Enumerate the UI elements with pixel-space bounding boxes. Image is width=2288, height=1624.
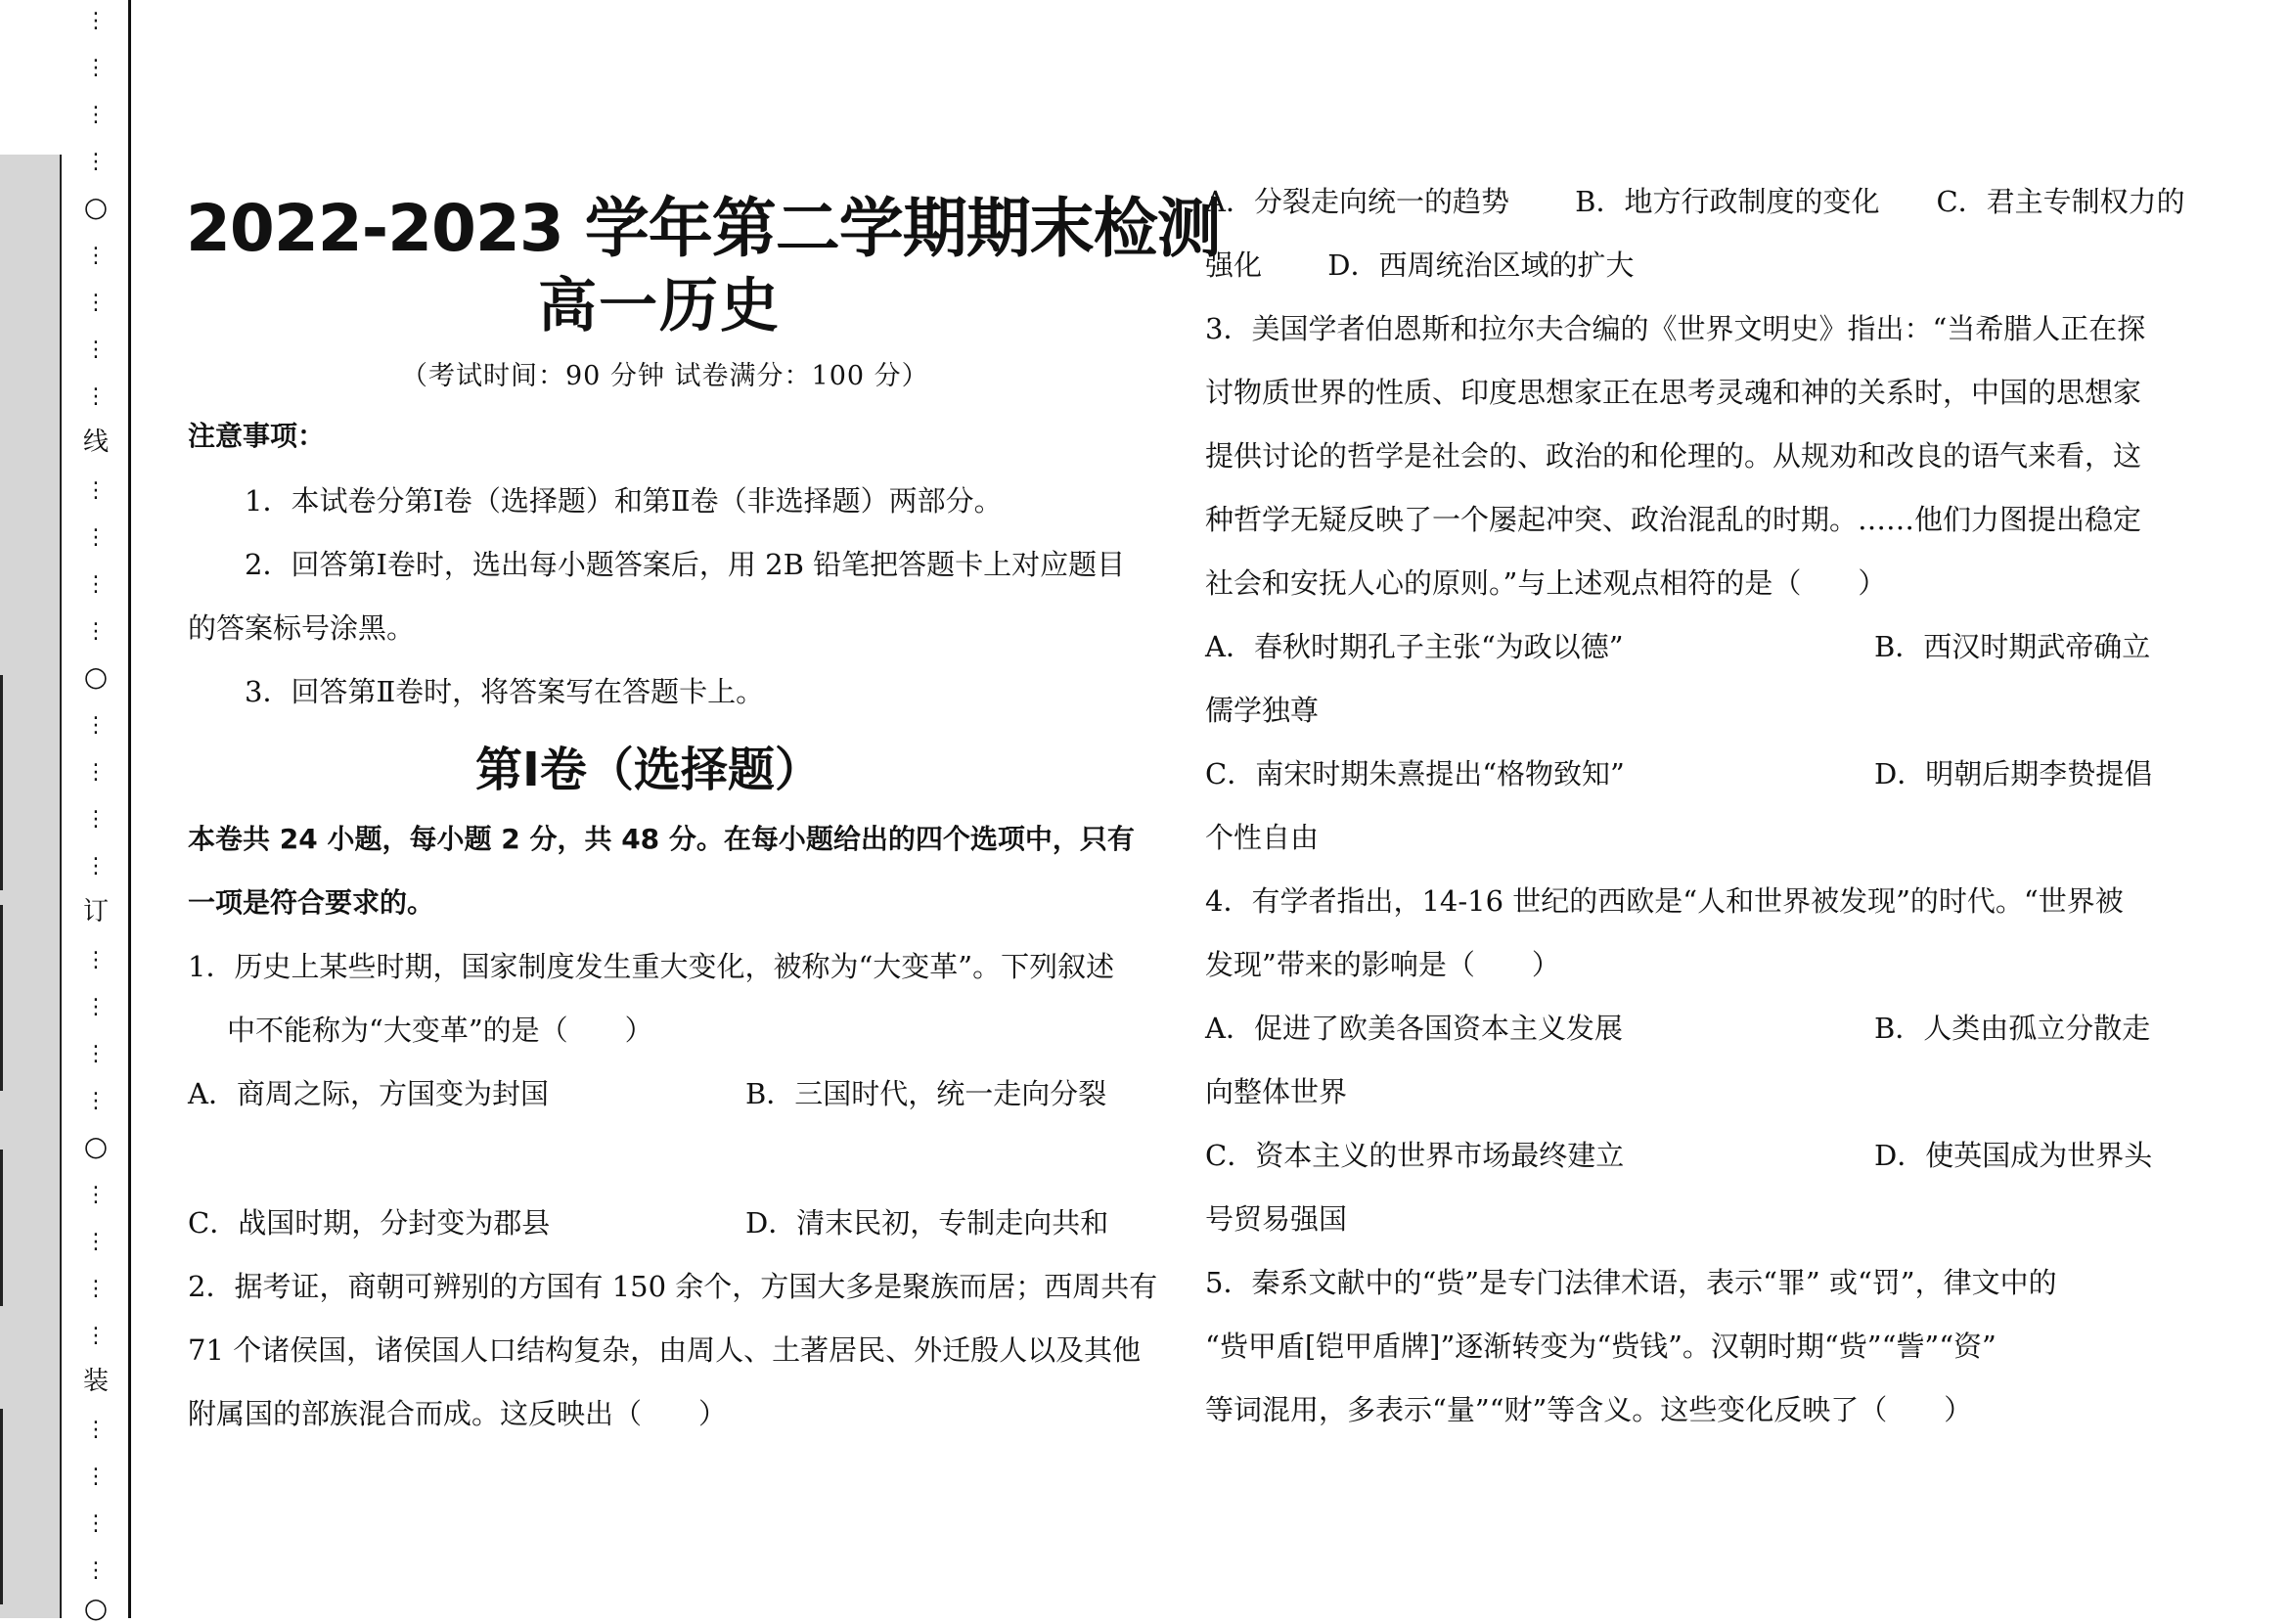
q1-stem: 1．历史上某些时期，国家制度发生重大变化，被称为“大变革”。下列叙述 [188,950,1115,983]
binding-dots: ⋮ [85,1558,107,1583]
binding-dots: ⋮ [85,1511,107,1536]
notice-item-2: 2．回答第Ⅰ卷时，选出每小题答案后，用 2B 铅笔把答题卡上对应题目 [245,548,1126,581]
q3-option-a: A．春秋时期孔子主张“为政以德” [1205,630,1624,663]
binding-dots: ⋮ [85,244,107,268]
binding-dots: ⋮ [85,995,107,1019]
binding-strip [0,155,61,1618]
fill-blank-line [0,1150,3,1306]
q1-option-b: B．三国时代，统一走向分裂 [745,1077,1107,1110]
q4-option-d-cont: 号贸易强国 [1205,1202,1348,1236]
binding-dots: ⋮ [85,854,107,879]
binding-dots: ⋮ [85,619,107,644]
q4-stem-cont: 发现”带来的影响是（ ） [1205,948,1560,981]
binding-dots: ⋮ [85,1230,107,1254]
binding-circle-icon: ○ [83,1592,109,1624]
q3-option-c: C．南宋时期朱熹提出“格物致知” [1205,757,1625,790]
binding-circle-icon: ○ [83,1130,109,1162]
binding-dots: ⋮ [85,1324,107,1348]
fill-blank-line [0,675,3,890]
notice-item-1: 1．本试卷分第Ⅰ卷（选择题）和第Ⅱ卷（非选择题）两部分。 [245,484,1003,518]
q2-options: A．分裂走向统一的趋势 B．地方行政制度的变化 C．君主专制权力的 [1205,185,2185,218]
binding-dots: ⋮ [85,1089,107,1113]
binding-dots: ⋮ [85,291,107,315]
section-title: 第Ⅰ卷（选择题） [475,743,822,797]
binding-dots: ⋮ [85,56,107,80]
binding-dots: ⋮ [85,1042,107,1066]
q3-stem-cont: 讨物质世界的性质、印度思想家正在思考灵魂和神的关系时，中国的思想家 [1205,376,2142,409]
page-title: 2022-2023 学年第二学期期末检测 [186,191,1221,266]
q5-stem-cont: “赀甲盾[铠甲盾牌]”逐渐转变为“赀钱”。汉朝时期“赀”“訾”“资” [1205,1330,1996,1363]
notice-heading: 注意事项： [188,420,326,452]
fill-blank-line [0,905,3,1091]
q3-stem-cont: 提供讨论的哲学是社会的、政治的和伦理的。从规劝和改良的语气来看，这 [1205,439,2142,473]
binding-line [128,0,131,1618]
q3-option-d: D．明朝后期李贽提倡 [1874,757,2153,790]
binding-mark-order: 订 [82,897,109,926]
q2-stem-cont: 附属国的部族混合而成。这反映出（ ） [188,1397,728,1430]
binding-dots: ⋮ [85,384,107,409]
section-instructions: 本卷共 24 小题，每小题 2 分，共 48 分。在每小题给出的四个选项中，只有 [188,823,1135,855]
notice-item-2-cont: 的答案标号涂黑。 [188,611,416,645]
notice-item-3: 3．回答第Ⅱ卷时，将答案写在答题卡上。 [245,675,765,708]
q3-option-d-cont: 个性自由 [1205,821,1320,854]
binding-dots: ⋮ [85,760,107,785]
q4-stem: 4．有学者指出，14-16 世纪的西欧是“人和世界被发现”的时代。“世界被 [1205,884,2124,918]
exam-info: （考试时间：90 分钟 试卷满分：100 分） [401,361,929,391]
binding-dots: ⋮ [85,525,107,550]
fill-blank-line [0,1409,3,1604]
q4-option-c: C．资本主义的世界市场最终建立 [1205,1139,1625,1172]
q3-stem-cont: 种哲学无疑反映了一个屡起冲突、政治混乱的时期。……他们力图提出稳定 [1205,503,2142,536]
binding-dots: ⋮ [85,1183,107,1207]
binding-dots: ⋮ [85,948,107,972]
q1-option-c: C．战国时期，分封变为郡县 [188,1206,551,1240]
q5-stem-cont: 等词混用，多表示“量”“财”等含义。这些变化反映了（ ） [1205,1393,1973,1426]
q3-stem-cont: 社会和安抚人心的原则。”与上述观点相符的是（ ） [1205,566,1887,600]
binding-dots: ⋮ [85,1418,107,1442]
binding-dots: ⋮ [85,572,107,597]
q4-option-b-cont: 向整体世界 [1205,1075,1348,1108]
binding-circle-icon: ○ [83,191,109,223]
q1-option-d: D．清末民初，专制走向共和 [745,1206,1109,1240]
binding-dots: ⋮ [85,478,107,503]
binding-dots: ⋮ [85,103,107,127]
strip-border [60,155,62,1618]
subject-title: 高一历史 [538,272,781,340]
binding-mark-line: 线 [82,428,109,457]
q3-option-b: B．西汉时期武帝确立 [1874,630,2151,663]
binding-dots: ⋮ [85,1465,107,1489]
binding-dots: ⋮ [85,338,107,362]
q2-options-cont: 强化 D．西周统治区域的扩大 [1205,248,1635,282]
q1-stem-cont: 中不能称为“大变革”的是（ ） [227,1014,653,1047]
binding-dots: ⋮ [85,713,107,738]
q5-stem: 5．秦系文献中的“赀”是专门法律术语，表示“罪” 或“罚”，律文中的 [1205,1266,2057,1299]
q3-option-b-cont: 儒学独尊 [1205,694,1320,727]
binding-mark-bind: 装 [82,1367,109,1396]
section-instructions-cont: 一项是符合要求的。 [188,886,435,919]
binding-dots: ⋮ [85,150,107,174]
q2-stem-cont: 71 个诸侯国，诸侯国人口结构复杂，由周人、土著居民、外迁殷人以及其他 [188,1333,1142,1367]
binding-circle-icon: ○ [83,660,109,693]
q4-option-b: B．人类由孤立分散走 [1874,1012,2151,1045]
q1-option-a: A．商周之际，方国变为封国 [188,1077,549,1110]
q3-stem: 3．美国学者伯恩斯和拉尔夫合编的《世界文明史》指出：“当希腊人正在探 [1205,312,2146,345]
q4-option-a: A．促进了欧美各国资本主义发展 [1205,1012,1623,1045]
q2-stem: 2．据考证，商朝可辨别的方国有 150 余个，方国大多是聚族而居；西周共有 [188,1270,1158,1303]
binding-dots: ⋮ [85,1277,107,1301]
q4-option-d: D．使英国成为世界头 [1874,1139,2153,1172]
binding-dots: ⋮ [85,9,107,33]
binding-dots: ⋮ [85,807,107,832]
